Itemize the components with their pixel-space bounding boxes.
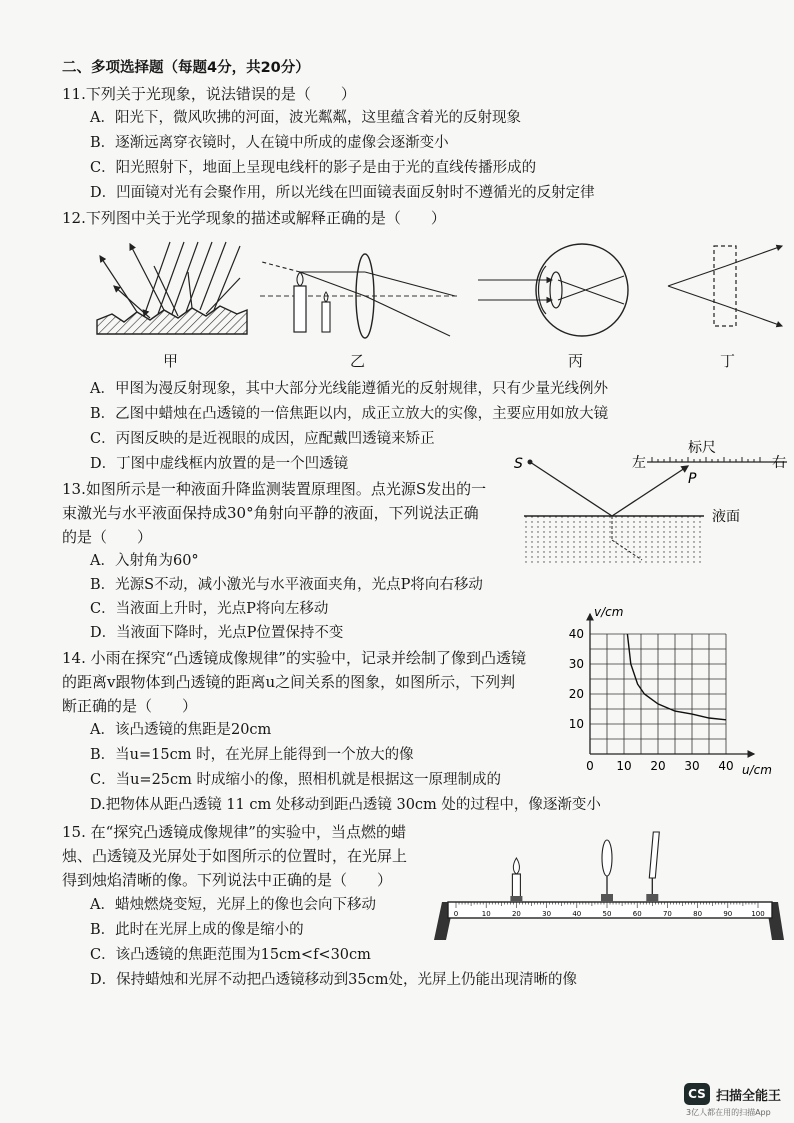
- y-axis-label: v/cm: [594, 606, 624, 619]
- bench-tick-label: 50: [602, 910, 612, 918]
- x-tick-label: 40: [718, 759, 734, 773]
- question-13-option-b: B．光源S不动，减小激光与水平液面夹角，光点P将向右移动: [90, 577, 483, 593]
- y-tick-label: 10: [568, 717, 584, 731]
- question-13-option-a: A．入射角为60°: [90, 553, 199, 569]
- question-11-option-d: D．凹面镜对光有会聚作用，所以光线在凹面镜表面反射时不遵循光的反射定律: [90, 185, 595, 201]
- question-15-option-c: C．该凸透镜的焦距范围为15cm<f<30cm: [90, 947, 371, 963]
- question-13-option-c: C．当液面上升时，光点P将向左移动: [90, 601, 329, 617]
- figure-label-jia: 甲: [163, 352, 179, 370]
- figure-bing-eye: [478, 240, 638, 340]
- bench-tick-label: 70: [662, 910, 672, 918]
- section-title: 二、多项选择题（每题4分，共20分）: [62, 60, 310, 76]
- question-12-option-c: C．丙图反映的是近视眼的成因，应配戴凹透镜来矫正: [90, 431, 435, 447]
- bench-tick-label: 30: [542, 910, 552, 918]
- label-liquid-surface: 液面: [712, 509, 740, 525]
- question-12-stem: 12.下列图中关于光学现象的描述或解释正确的是（ ）: [62, 209, 446, 227]
- question-14-stem-line-2: 的距离v跟物体到凸透镜的距离u之间关系的图象，如图所示，下列判: [62, 673, 516, 691]
- label-left: 左: [632, 455, 646, 471]
- question-14-option-b: B．当u=15cm 时，在光屏上能得到一个放大的像: [90, 747, 414, 763]
- label-right: 右: [772, 455, 786, 471]
- scanner-app-logo: [684, 1083, 781, 1105]
- x-tick-label: 30: [684, 759, 700, 773]
- question-13-stem-line-2: 束激光与水平液面保持成30°角射向平静的液面，下列说法正确: [62, 504, 479, 522]
- question-12-option-b: B．乙图中蜡烛在凸透镜的一倍焦距以内，成正立放大的实像，主要应用如放大镜: [90, 406, 609, 422]
- cs-logo-icon: CS: [684, 1083, 710, 1105]
- bench-tick-label: 40: [572, 910, 582, 918]
- label-p: P: [688, 471, 697, 487]
- bench-tick-label: 10: [481, 910, 491, 918]
- question-15-stem-line-2: 烛、凸透镜及光屏处于如图所示的位置时，在光屏上: [62, 847, 408, 865]
- screen-holder: [646, 894, 658, 902]
- candle-body: [512, 874, 520, 898]
- uv-chart: [560, 606, 790, 782]
- question-11-option-a: A．阳光下，微风吹拂的河面，波光粼粼，这里蕴含着光的反射现象: [90, 110, 521, 126]
- question-13-stem-line-3: 的是（ ）: [62, 528, 153, 546]
- x-tick-label: 20: [650, 759, 666, 773]
- figure-label-bing: 丙: [568, 352, 584, 370]
- scanner-app-tagline: 3亿人都在用的扫描App: [686, 1108, 771, 1117]
- bench-tick-label: 0: [453, 910, 459, 918]
- question-13-stem-line-1: 13.如图所示是一种液面升降监测装置原理图。点光源S发出的一: [62, 480, 487, 498]
- x-tick-label: 10: [616, 759, 632, 773]
- light-screen: [649, 832, 659, 878]
- question-14-option-c: C．当u=25cm 时成缩小的像，照相机就是根据这一原理制成的: [90, 772, 502, 788]
- question-14-stem-line-3: 断正确的是（ ）: [62, 697, 198, 715]
- lens-holder: [601, 894, 613, 902]
- question-11-option-b: B．逐渐远离穿衣镜时，人在镜中所成的虚像会逐渐变小: [90, 135, 449, 151]
- question-15-option-a: A．蜡烛燃烧变短，光屏上的像也会向下移动: [90, 897, 376, 913]
- figure-label-ding: 丁: [720, 352, 736, 370]
- bench-tick-label: 100: [751, 910, 765, 918]
- question-14-option-d: D.把物体从距凸透镜 11 cm 处移动到距凸透镜 30cm 处的过程中，像逐渐变小: [90, 797, 601, 813]
- candle-holder: [510, 896, 522, 902]
- question-14-option-a: A．该凸透镜的焦距是20cm: [90, 722, 272, 738]
- figure-ding-dashed-box: [660, 240, 790, 330]
- figure-yi-candle-lens: [260, 248, 460, 343]
- y-tick-label: 30: [568, 657, 584, 671]
- bench-tick-label: 90: [723, 910, 733, 918]
- y-tick-label: 20: [568, 687, 584, 701]
- question-15-stem-line-1: 15. 在“探究凸透镜成像规律”的实验中，当点燃的蜡: [62, 823, 406, 841]
- x-axis-label: u/cm: [742, 763, 772, 777]
- uv-curve: [627, 634, 726, 720]
- bench-tick-label: 60: [632, 910, 642, 918]
- question-13-option-d: D．当液面下降时，光点P位置保持不变: [90, 625, 344, 641]
- convex-lens: [602, 840, 612, 876]
- question-12-option-d: D．丁图中虚线框内放置的是一个凹透镜: [90, 456, 349, 472]
- bench-tick-label: 20: [511, 910, 521, 918]
- label-ruler: 标尺: [688, 440, 716, 456]
- question-11-option-c: C．阳光照射下，地面上呈现电线杆的影子是由于光的直线传播形成的: [90, 160, 537, 176]
- figure-jia-diffuse-reflection: [92, 238, 252, 338]
- question-11-stem: 11.下列关于光现象，说法错误的是（ ）: [62, 85, 356, 103]
- candle-flame: [513, 858, 519, 874]
- optical-bench-figure: [432, 828, 788, 950]
- question-12-option-a: A．甲图为漫反射现象，其中大部分光线能遵循光的反射规律，只有少量光线例外: [90, 381, 608, 397]
- figure-liquid-level-monitor: [512, 440, 794, 570]
- question-15-stem-line-3: 得到烛焰清晰的像。下列说法中正确的是（ ）: [62, 871, 393, 889]
- label-s: S: [514, 456, 523, 472]
- question-15-option-d: D．保持蜡烛和光屏不动把凸透镜移动到35cm处，光屏上仍能出现清晰的像: [90, 972, 577, 988]
- scanner-app-name: 扫描全能王: [716, 1088, 782, 1104]
- x-tick-label: 0: [586, 759, 594, 773]
- question-15-option-b: B．此时在光屏上成的像是缩小的: [90, 922, 304, 938]
- bench-tick-label: 80: [693, 910, 703, 918]
- y-tick-label: 40: [568, 627, 584, 641]
- figure-label-yi: 乙: [350, 352, 366, 370]
- question-14-stem-line-1: 14. 小雨在探究“凸透镜成像规律”的实验中，记录并绘制了像到凸透镜: [62, 649, 526, 667]
